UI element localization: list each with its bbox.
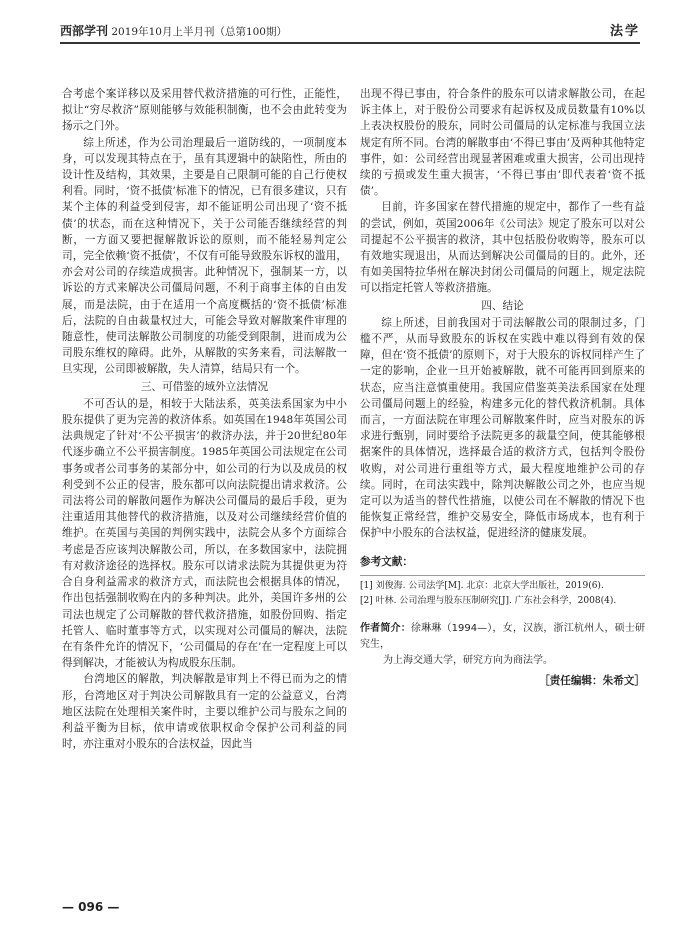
- running-header: [60, 22, 640, 44]
- paragraph: 目前，许多国家在替代措施的规定中，都作了一些有益的尝试，例如，英国2006年《公司法》规定了股东可以对公司提起不公平损害的救济，其中包括股份收购等，股东可以有效地实现退出，从而达到解决公司僵局的目的。此外，还有如美国特拉华州在解决封闭公司僵局的问题上，规定法院可以指定托管人等救济措施。: [360, 201, 645, 295]
- paragraph: 综上所述，目前我国对于司法解散公司的限制过多，门槛不严，从而导致股东的诉权在实践中难以得到有效的保障，但在‘资不抵债’的原则下，对于大股东的诉权同样产生了一定的影响，企业一旦开始被解散，就不可能再回到原来的状态，应当注意慎重使用。我国应借鉴英美法系国家在处理公司僵局问题上的经验，构建多元化的替代救济机制。具体而言，一方面法院在审理公司解散案件时，应当对股东的诉求进行甄别，同时要给予法院更多的裁量空间，使其能够根据案件的具体情况，选择最合适的救济方式，包括判令股份收购，对公司进行重组等方式，最大程度地维护公司的存续。同时，在司法实践中，除判决解散公司之外，也应当规定可以为适当的替代性措施，以使公司在不解散的情况下也能恢复正常经营，维护交易安全，降低市场成本，也有利于保护中小股东的合法权益，促进经济的健康发展。: [360, 316, 645, 540]
- paragraph: 出现不得已事由，符合条件的股东可以请求解散公司，在起诉主体上，对于股份公司要求有起诉权及成员数量有10%以上表决权股份的股东，同时公司僵局的认定标准与我国立法规定有所不同。台湾的解散事由‘不得已事由’及两种其他特定事件，如：公司经营出现显著困难或重大损害，公司出现持续的亏损或发生重大损害，‘不得已事由’即代表着‘资不抵债’。: [360, 88, 645, 198]
- journal-name: 西部学刊: [60, 24, 109, 38]
- author-bio-continued: 为上海交通大学，研究方向为商法学。: [383, 654, 553, 666]
- right-column: [360, 86, 645, 689]
- section-heading: 四、结论: [481, 299, 524, 312]
- issue-info: 2019年10月上半月刊（总第100期）: [111, 26, 287, 38]
- paragraph: 不可否认的是，相较于大陆法系，英美法系国家为中小股东提供了更为完善的救济体系。如英国在1948年英国公司法典规定了针对‘不公平损害’的救济办法，并于20世纪80年代逐步确立不公平损害制度。1985年英国公司法规定在公司事务或者公司事务的某部分中，如公司的行为以及成员的权利受到不公正的侵害，股东都可以向法院提出请求救济。公司法将公司的解散问题作为解决公司僵局的最后手段，更为注重适用其他替代的救济措施，以及对公司继续经营价值的维护。在英国与美国的判例实践中，法院会从多个方面综合考虑是否应该判决解散公司，所以，在多数国家中，法院拥有对救济途径的选择权。股东可以请求法院为其提供更为符合自身利益需求的救济方式，而法院也会根据具体的情况，作出包括强制收购在内的多种判决。此外，美国许多州的公司法也规定了公司解散的替代救济措施，如股份回购、指定托管人、临时董事等方式，以实现对公司僵局的解决，法院在有条件允许的情况下，‘公司僵局的存在’在一定程度上可以得到解决，才能被认为构成股东压制。: [62, 397, 347, 670]
- paragraph: 综上所述，作为公司治理最后一道防线的，一项制度本身，可以发现其特点在于，虽有其逻辑中的缺陷性，所由的设计性及结构，其效果，主要是自己限制可能的自己行使权利看。同时，‘资不抵债’标准下的情况，已有很多建议，只有某个主体的利益受到侵害，却不能证明公司出现了‘资不抵债’的状态，而在这种情况下，关于公司能否继续经营的判断，一方面又要把握解散诉讼的原则，而不能轻易判定公司，完全依赖‘资不抵债’，不仅有可能导致股东诉权的滥用，亦会对公司的存续造成损害。此种情况下，强制某一方，以诉讼的方式来解决公司僵局问题，不利于商事主体的自由发展，而是法院，由于在适用一个高度概括的‘资不抵债’标准后，法院的自由裁量权过大，可能会导致对解散案件审理的随意性，使司法解散公司制度的功能受到限制，进而成为公司股东维权的障碍。此外，从解散的实务来看，司法解散一旦实现，公司即被解散，失人清算，结局只有一个。: [62, 136, 347, 376]
- paragraph: 台湾地区的解散，判决解散是审判上不得已而为之的情形，台湾地区对于判决公司解散具有一定的公益意义，台湾地区法院在处理相关案件时，主要以维护公司与股东之间的利益平衡为目标，依申请或依职权命令保护公司利益的同时，亦注重对小股东的合法权益，因此当: [62, 673, 347, 751]
- reference-item: [1] 刘俊海. 公司法学[M]. 北京：北京大学出版社，2019(6).: [360, 580, 604, 591]
- author-bio-text: 徐琳琳（1994—），女，汉族，浙江杭州人，硕士研究生，: [360, 622, 646, 650]
- author-bio: [360, 621, 645, 669]
- reference-item: [2] 叶林. 公司治理与股东压制研究[J]. 广东社会科学，2008(4).: [360, 595, 617, 606]
- section-name: 法学: [609, 24, 640, 39]
- author-bio-label: 作者简介：: [360, 622, 411, 634]
- header-left: [60, 22, 287, 39]
- editor-note: ［责任编辑：朱希文］: [539, 674, 645, 687]
- section-heading: 三、可借鉴的域外立法情况: [140, 380, 269, 393]
- left-column: [62, 86, 347, 752]
- page-number: — 096 —: [62, 900, 120, 914]
- references-list: [360, 575, 645, 609]
- paragraph: 合考虑个案详移以及采用替代救济措施的可行性，正能性，拟让“穷尽救济”原则能够与效能积制衡，也不会由此转变为扬示之门外。: [62, 88, 347, 133]
- references-title: 参考文献：: [360, 555, 413, 568]
